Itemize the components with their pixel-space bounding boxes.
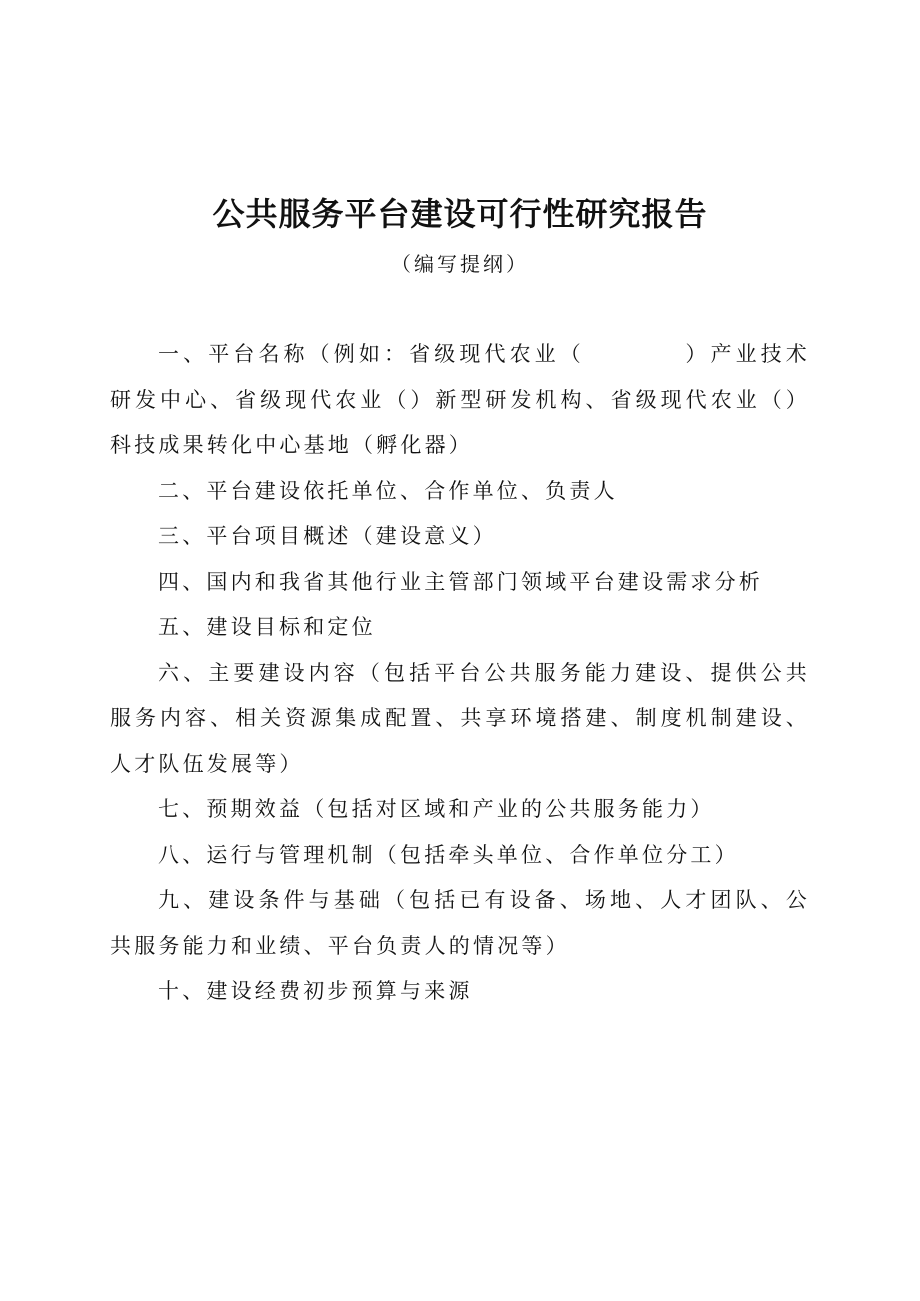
outline-item-1: 一、平台名称（例如：省级现代农业（ ）产业技术研发中心、省级现代农业（）新型研发机构、省级现代农业（）科技成果转化中心基地（孵化器） [110, 342, 810, 457]
document-subtitle: （编写提纲） [391, 252, 529, 276]
outline-item-8: 八、运行与管理机制（包括牵头单位、合作单位分工） [158, 842, 739, 867]
outline-item-7: 七、预期效益（包括对区域和产业的公共服务能力） [158, 797, 715, 821]
outline-item-2: 二、平台建设依托单位、合作单位、负责人 [158, 478, 618, 503]
outline-item-4: 四、国内和我省其他行业主管部门领域平台建设需求分析 [158, 569, 763, 594]
outline-item-10: 十、建设经费初步预算与来源 [158, 979, 473, 1003]
outline-list [110, 332, 810, 1015]
outline-item-9: 九、建设条件与基础（包括已有设备、场地、人才团队、公共服务能力和业绩、平台负责人的情况等） [110, 888, 810, 958]
outline-item-3: 三、平台项目概述（建设意义） [158, 524, 497, 548]
outline-item-5: 五、建设目标和定位 [158, 615, 376, 639]
document-title: 公共服务平台建设可行性研究报告 [212, 195, 708, 233]
outline-item-6: 六、主要建设内容（包括平台公共服务能力建设、提供公共服务内容、相关资源集成配置、共享环境搭建、制度机制建设、人才队伍发展等） [110, 660, 810, 776]
